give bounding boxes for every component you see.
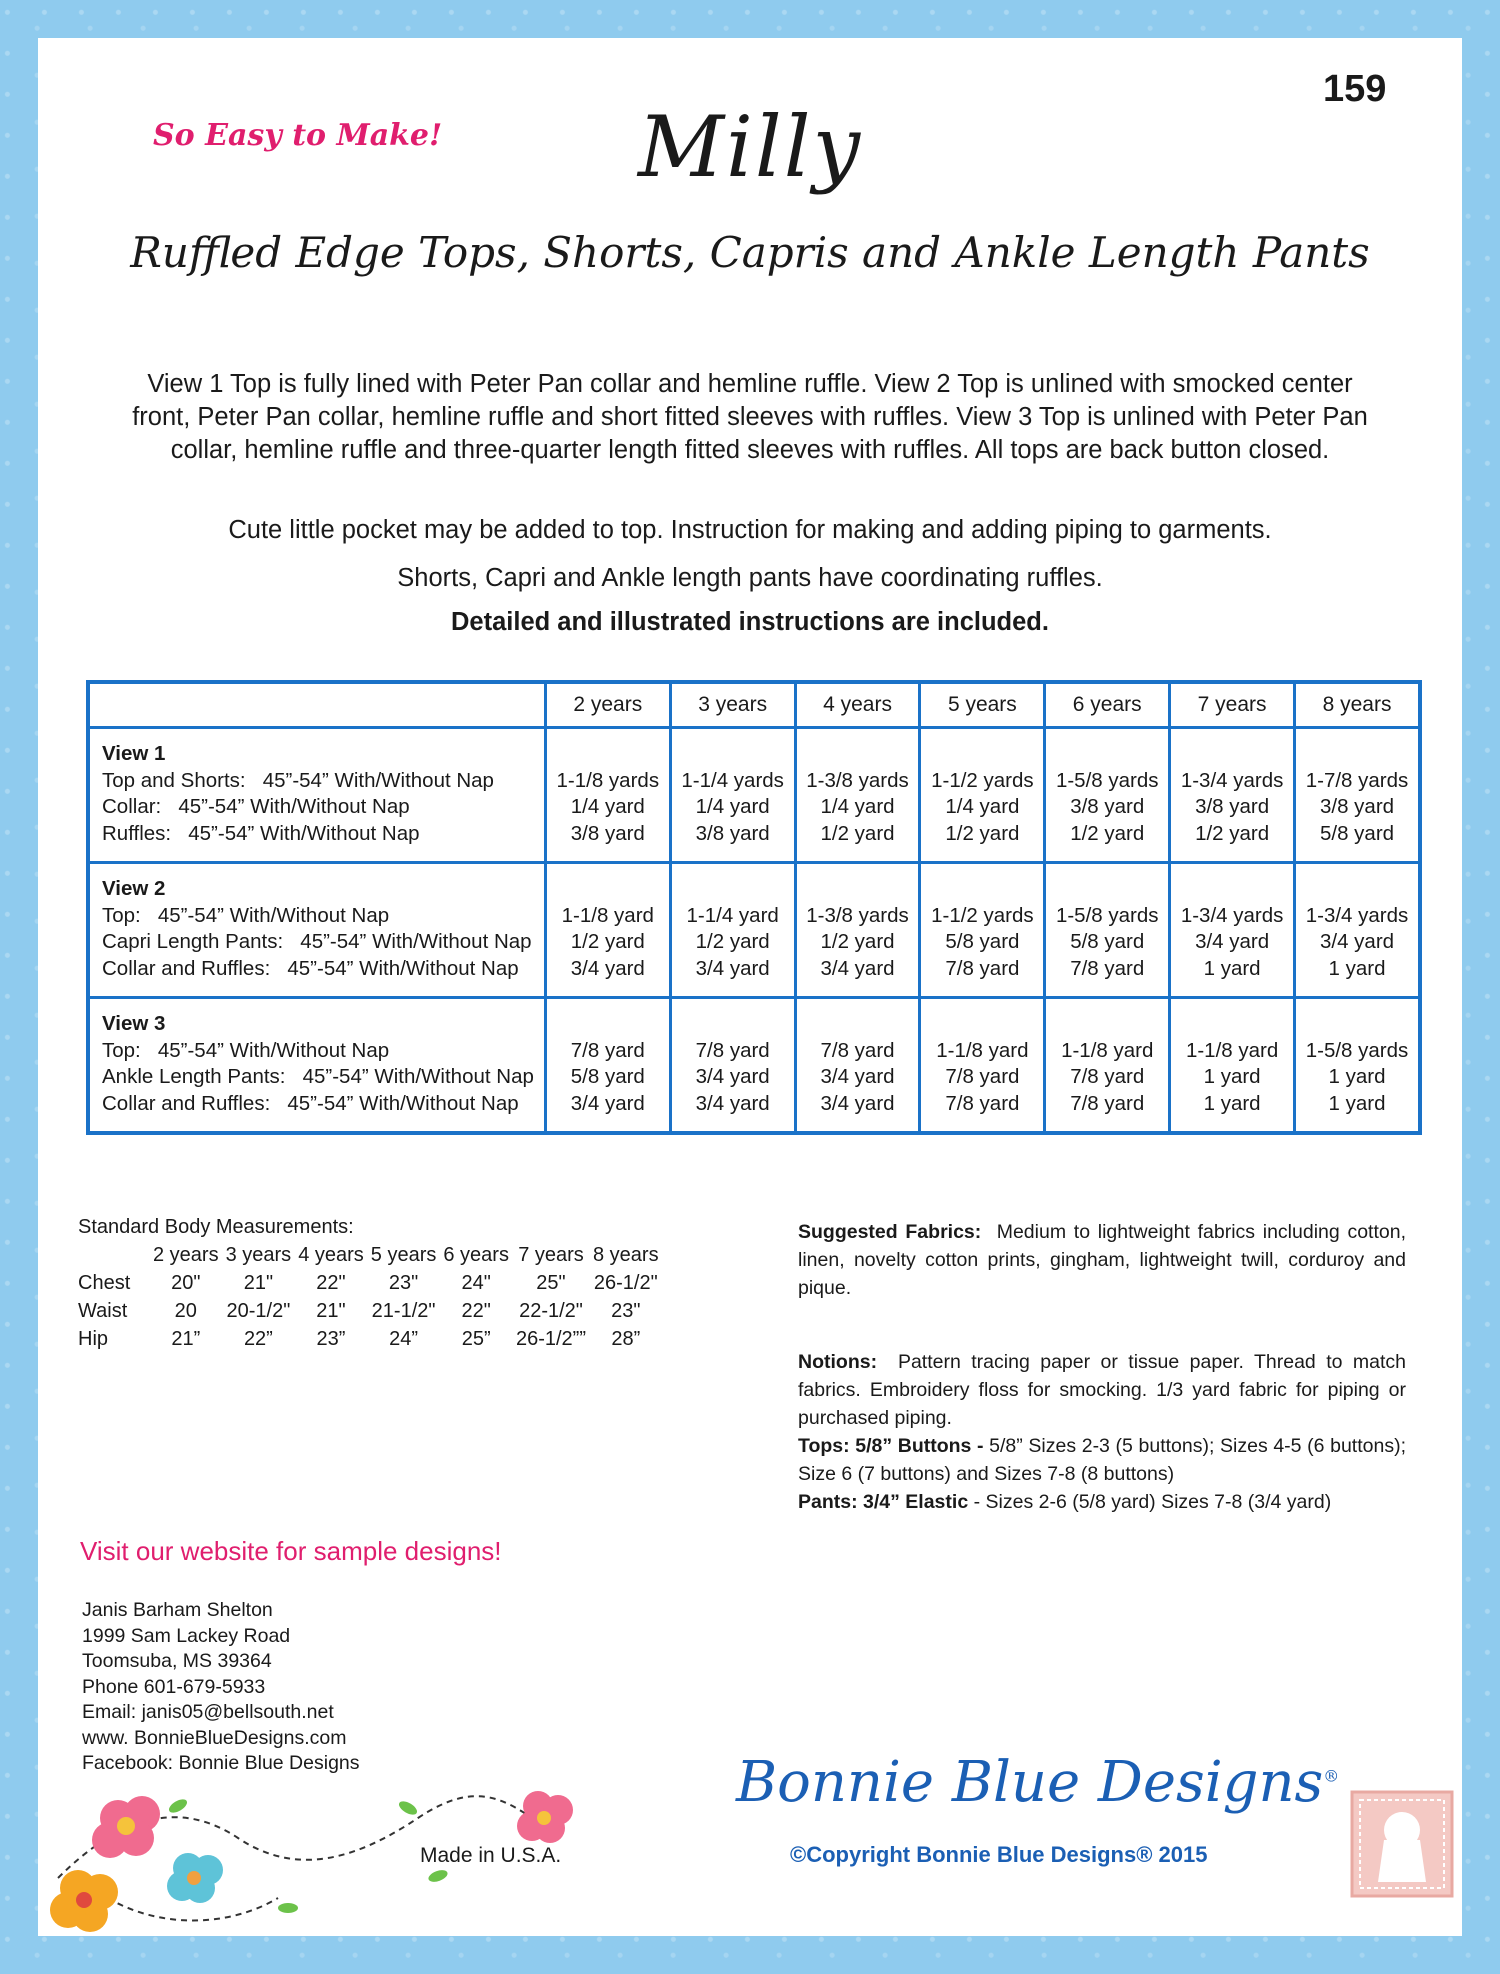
fabric-piece-label: Collar: [102, 795, 162, 818]
yardage-value: 1-1/8 yard [561, 903, 654, 927]
fabric-requirement [102, 768, 534, 795]
measurement-value: 20 [174, 1299, 197, 1322]
yardage-value: 3/4 yard [570, 956, 645, 980]
description-pants: Shorts, Capri and Ankle length pants have coordinating ruffles. [397, 564, 1103, 592]
size-header: 4 years [795, 682, 920, 728]
yardage-value: 1 yard [1203, 1065, 1261, 1088]
measurement-size-header: 4 years [298, 1243, 364, 1266]
tagline: So Easy to Make! [153, 118, 443, 153]
measurement-label: Chest [78, 1271, 131, 1294]
fabric-width: 45”-54” With/Without Nap [287, 956, 519, 980]
measurements-caption: Standard Body Measurements: [78, 1216, 354, 1238]
fabric-width: 45”-54” With/Without Nap [157, 1038, 390, 1062]
measurement-label: Waist [78, 1299, 128, 1322]
yardage-value: 1/2 yard [820, 930, 895, 953]
measurement-value: 22” [243, 1327, 273, 1350]
fabric-requirement [102, 956, 534, 983]
yardage-cell [795, 863, 920, 998]
fabric-width: 45”-54” With/Without Nap [262, 768, 494, 792]
yardage-value: 3/4 yard [570, 1091, 645, 1115]
yardage-value: 1-1/4 yard [686, 903, 779, 927]
measurement-value: 26-1/2”” [515, 1327, 586, 1350]
yardage-cell [1295, 728, 1420, 863]
view-title: View 3 [102, 1012, 166, 1035]
yardage-value: 1/2 yard [1070, 821, 1145, 845]
yardage-cell [670, 728, 795, 863]
blue-flower-icon [167, 1853, 223, 1903]
measurement-value: 23” [316, 1327, 346, 1350]
yardage-cell [1045, 728, 1170, 863]
yardage-value: 3/8 yard [1195, 795, 1270, 818]
yardage-value: 7/8 yard [945, 1091, 1020, 1115]
fabric-width: 45”-54” With/Without Nap [302, 1065, 534, 1088]
measurements-header-row [78, 1241, 666, 1269]
measurement-value: 25” [461, 1327, 491, 1350]
yardage-value: 1-5/8 yards [1055, 903, 1159, 927]
yardage-value: 1-5/8 yards [1055, 768, 1159, 792]
yardage-value: 5/8 yard [570, 1065, 645, 1088]
yardage-value: 7/8 yard [945, 956, 1020, 980]
description-pocket: Cute little pocket may be added to top. Instruction for making and adding piping to garments. [228, 516, 1272, 544]
yardage-cell [545, 998, 670, 1134]
yardage-cell [1295, 863, 1420, 998]
yardage-value: 1/2 yard [570, 930, 645, 953]
yardage-value: 1-1/2 yards [931, 903, 1034, 927]
fabric-width: 45”-54” With/Without Nap [157, 903, 390, 927]
fabric-piece-label: Ruffles: [102, 821, 172, 845]
pattern-sheet [38, 38, 1462, 1936]
measurement-row [78, 1269, 666, 1297]
yardage-value: 1-1/8 yard [1061, 1038, 1154, 1062]
yardage-cell [1170, 998, 1295, 1134]
yardage-value: 1-3/4 yards [1305, 903, 1409, 927]
fabric-requirement [102, 903, 534, 930]
measurement-size-header: 2 years [153, 1243, 219, 1266]
yardage-header-row [88, 682, 1420, 728]
sunbonnet-logo-icon [1350, 1790, 1454, 1898]
fabric-requirement [102, 1064, 534, 1091]
yardage-value: 1 yard [1328, 1065, 1386, 1088]
yardage-value: 1-3/8 yards [806, 768, 909, 792]
contact-phone: Phone 601-679-5933 [82, 1675, 266, 1698]
measurement-size-header: 3 years [225, 1243, 292, 1266]
brand-name: Bonnie Blue Designs [736, 1750, 1324, 1815]
yardage-value: 5/8 yard [1319, 821, 1395, 845]
page-number: 159 [1323, 68, 1387, 110]
brand-logo-text [736, 1750, 1339, 1815]
measurement-value: 20-1/2" [226, 1299, 291, 1322]
yardage-cell [670, 863, 795, 998]
contact-address: 1999 Sam Lackey Road [82, 1624, 291, 1647]
fabric-width: 45”-54” With/Without Nap [188, 821, 420, 845]
measurements-table [78, 1241, 666, 1353]
yardage-value: 7/8 yard [820, 1038, 895, 1062]
view-description-cell [88, 863, 545, 998]
contact-block [82, 1598, 360, 1777]
yardage-value: 1-1/8 yard [1185, 1038, 1279, 1062]
contact-city: Toomsuba, MS 39364 [82, 1650, 272, 1672]
pattern-title: Milly [637, 98, 863, 196]
description-instructions: Detailed and illustrated instructions are included. [451, 608, 1049, 636]
yardage-cell [670, 998, 795, 1134]
yardage-value: 1-1/8 yards [556, 768, 660, 792]
yardage-cell [1045, 998, 1170, 1134]
pants-elastic-text: - Sizes 2-6 (5/8 yard) Sizes 7-8 (3/4 yard) [973, 1491, 1332, 1513]
fabric-piece-label: Collar and Ruffles: [102, 1091, 271, 1115]
notions-label: Notions: [798, 1351, 878, 1373]
fabrics-text: Medium to lightweight fabrics including cotton, linen, novelty cotton prints, gingham, lightweight twill, corduroy and pique. [798, 1221, 1406, 1299]
body-measurements [78, 1216, 666, 1353]
fabric-requirement [102, 929, 534, 956]
yardage-cell [545, 728, 670, 863]
yardage-value: 1-7/8 yards [1305, 768, 1409, 792]
contact-name: Janis Barham Shelton [82, 1599, 273, 1621]
size-header: 5 years [920, 682, 1045, 728]
yardage-value: 1/2 yard [1195, 821, 1270, 845]
measurement-size-header: 6 years [443, 1243, 509, 1266]
yardage-view-row [88, 998, 1420, 1134]
orange-flower-icon [50, 1870, 118, 1932]
yardage-value: 3/4 yard [820, 956, 895, 980]
measurement-value: 23" [388, 1271, 419, 1294]
size-header: 7 years [1170, 682, 1295, 728]
yardage-table [86, 680, 1422, 1135]
fabric-piece-label: Collar and Ruffles: [102, 956, 271, 980]
measurement-value: 22" [461, 1299, 491, 1322]
yardage-value: 3/8 yard [570, 821, 645, 845]
yardage-value: 3/4 yard [695, 1065, 770, 1088]
yardage-value: 7/8 yard [1070, 956, 1145, 980]
yardage-value: 1 yard [1328, 1091, 1386, 1115]
measurement-value: 23" [611, 1299, 641, 1322]
measurement-value: 21" [243, 1271, 274, 1294]
contact-website[interactable]: www. BonnieBlueDesigns.com [82, 1726, 347, 1749]
fabric-piece-label: Top and Shorts: [102, 768, 246, 792]
measurements-header-blank [78, 1241, 153, 1269]
size-header: 6 years [1045, 682, 1170, 728]
yardage-value: 3/8 yard [1319, 795, 1395, 818]
yardage-value: 1-1/8 yard [936, 1038, 1029, 1062]
measurement-value: 28” [611, 1327, 641, 1350]
yardage-cell [795, 728, 920, 863]
yardage-value: 7/8 yard [695, 1038, 770, 1062]
contact-facebook[interactable]: Facebook: Bonnie Blue Designs [82, 1752, 360, 1774]
yardage-value: 7/8 yard [570, 1038, 645, 1062]
view-title: View 1 [102, 742, 166, 765]
fabric-piece-label: Top: [102, 903, 141, 927]
measurement-row [78, 1297, 666, 1325]
measurement-value: 25" [536, 1271, 566, 1294]
yardage-value: 5/8 yard [945, 930, 1020, 953]
visit-website-link[interactable]: Visit our website for sample designs! [80, 1536, 502, 1566]
measurement-size-header: 7 years [518, 1243, 584, 1266]
yardage-cell [920, 728, 1045, 863]
yardage-value: 7/8 yard [1070, 1091, 1145, 1115]
yardage-value: 1-5/8 yards [1305, 1038, 1409, 1062]
measurement-value: 21" [316, 1299, 346, 1322]
made-in: Made in U.S.A. [420, 1844, 562, 1867]
yardage-value: 1/2 yard [695, 930, 770, 953]
fabric-piece-label: Capri Length Pants: [102, 930, 284, 953]
yardage-value: 1 yard [1203, 956, 1261, 980]
pants-elastic-label: Pants: 3/4” Elastic [798, 1491, 969, 1513]
yardage-cell [920, 863, 1045, 998]
measurement-value: 22" [316, 1271, 346, 1294]
yardage-value: 3/4 yard [820, 1065, 895, 1088]
fabric-requirement [102, 794, 534, 821]
measurement-value: 24” [389, 1327, 419, 1350]
yardage-value: 3/4 yard [695, 956, 770, 980]
size-header: 3 years [670, 682, 795, 728]
yardage-cell [795, 998, 920, 1134]
fabric-piece-label: Top: [102, 1038, 141, 1062]
yardage-value: 1 yard [1203, 1091, 1261, 1115]
yardage-value: 1/4 yard [695, 795, 770, 818]
copyright: ©Copyright Bonnie Blue Designs® 2015 [790, 1842, 1208, 1867]
yardage-value: 7/8 yard [1070, 1065, 1145, 1088]
yardage-cell [1170, 863, 1295, 998]
contact-email[interactable]: Email: janis05@bellsouth.net [82, 1701, 334, 1723]
yardage-value: 1 yard [1328, 956, 1386, 980]
yardage-value: 3/4 yard [1195, 930, 1270, 953]
yardage-value: 1/2 yard [945, 821, 1020, 845]
notions [798, 1348, 1406, 1516]
tops-buttons-label: Tops: 5/8” Buttons - [798, 1435, 984, 1457]
measurement-value: 20" [171, 1271, 201, 1294]
measurement-size-header: 5 years [370, 1243, 437, 1266]
fabric-requirement [102, 1091, 534, 1118]
fabric-requirement [102, 1038, 534, 1065]
fabric-piece-label: Ankle Length Pants: [102, 1065, 286, 1088]
size-header: 8 years [1295, 682, 1420, 728]
yardage-value: 1-3/8 yards [806, 903, 909, 927]
view-title: View 2 [102, 877, 166, 900]
yardage-value: 1/4 yard [820, 795, 895, 818]
yardage-value: 1/2 yard [820, 821, 895, 845]
measurement-value: 24" [461, 1271, 491, 1294]
yardage-header-blank [88, 682, 545, 728]
pink-flower-right-icon [517, 1791, 573, 1843]
measurement-value: 26-1/2" [593, 1271, 658, 1294]
tops-buttons-text: 5/8” Sizes 2-3 (5 buttons); Sizes 4-5 (6 buttons); Size 6 (7 buttons) and Sizes 7-8 (8 buttons) [798, 1435, 1406, 1485]
yardage-value: 5/8 yard [1070, 930, 1145, 953]
yardage-view-row [88, 728, 1420, 863]
yardage-value: 3/8 yard [695, 821, 770, 845]
measurement-value: 21” [171, 1327, 201, 1350]
yardage-cell [1170, 728, 1295, 863]
yardage-value: 1-3/4 yards [1180, 903, 1284, 927]
yardage-view-row [88, 863, 1420, 998]
fabric-width: 45”-54” With/Without Nap [287, 1091, 519, 1115]
yardage-value: 3/4 yard [820, 1091, 895, 1115]
yardage-value: 7/8 yard [945, 1065, 1020, 1088]
yardage-value: 1-1/4 yards [681, 768, 784, 792]
yardage-cell [545, 863, 670, 998]
size-header: 2 years [545, 682, 670, 728]
notions-text: Pattern tracing paper or tissue paper. Thread to match fabrics. Embroidery floss for smocking. 1/3 yard fabric for piping or purchased piping. [798, 1351, 1406, 1429]
description-views: View 1 Top is fully lined with Peter Pan collar and hemline ruffle. View 2 Top is unlined with smocked center front, Peter Pan collar, hemline ruffle and short fitted sleeves with ruffles. View 3 Top is unlined with Peter Pan collar, hemline ruffle and three-quarter length fitted sleeves with ruffles. All tops are back button closed. [132, 370, 1368, 464]
pink-flower-icon [92, 1796, 160, 1858]
yardage-value: 1/4 yard [570, 795, 645, 818]
pattern-subtitle: Ruffled Edge Tops, Shorts, Capris and Ankle Length Pants [130, 228, 1370, 277]
yardage-value: 3/4 yard [695, 1091, 770, 1115]
view-description-cell [88, 728, 545, 863]
yardage-value: 1-3/4 yards [1180, 768, 1284, 792]
view-description-cell [88, 998, 545, 1134]
fabrics-label: Suggested Fabrics: [798, 1221, 982, 1243]
yardage-cell [1045, 863, 1170, 998]
measurement-value: 21-1/2" [371, 1299, 436, 1322]
yardage-cell [1295, 998, 1420, 1134]
measurement-label: Hip [78, 1327, 109, 1350]
measurement-row [78, 1325, 666, 1353]
suggested-fabrics [798, 1218, 1406, 1302]
fabric-width: 45”-54” With/Without Nap [178, 795, 410, 818]
yardage-value: 3/8 yard [1070, 795, 1145, 818]
fabric-requirement [102, 821, 534, 848]
fabric-width: 45”-54” With/Without Nap [300, 930, 532, 953]
measurement-size-header: 8 years [593, 1243, 659, 1266]
yardage-value: 1/4 yard [945, 795, 1020, 818]
brand-registered-mark: ® [1323, 1766, 1340, 1786]
yardage-value: 3/4 yard [1319, 930, 1395, 953]
yardage-value: 1-1/2 yards [931, 768, 1034, 792]
yardage-cell [920, 998, 1045, 1134]
measurement-value: 22-1/2" [519, 1299, 583, 1322]
